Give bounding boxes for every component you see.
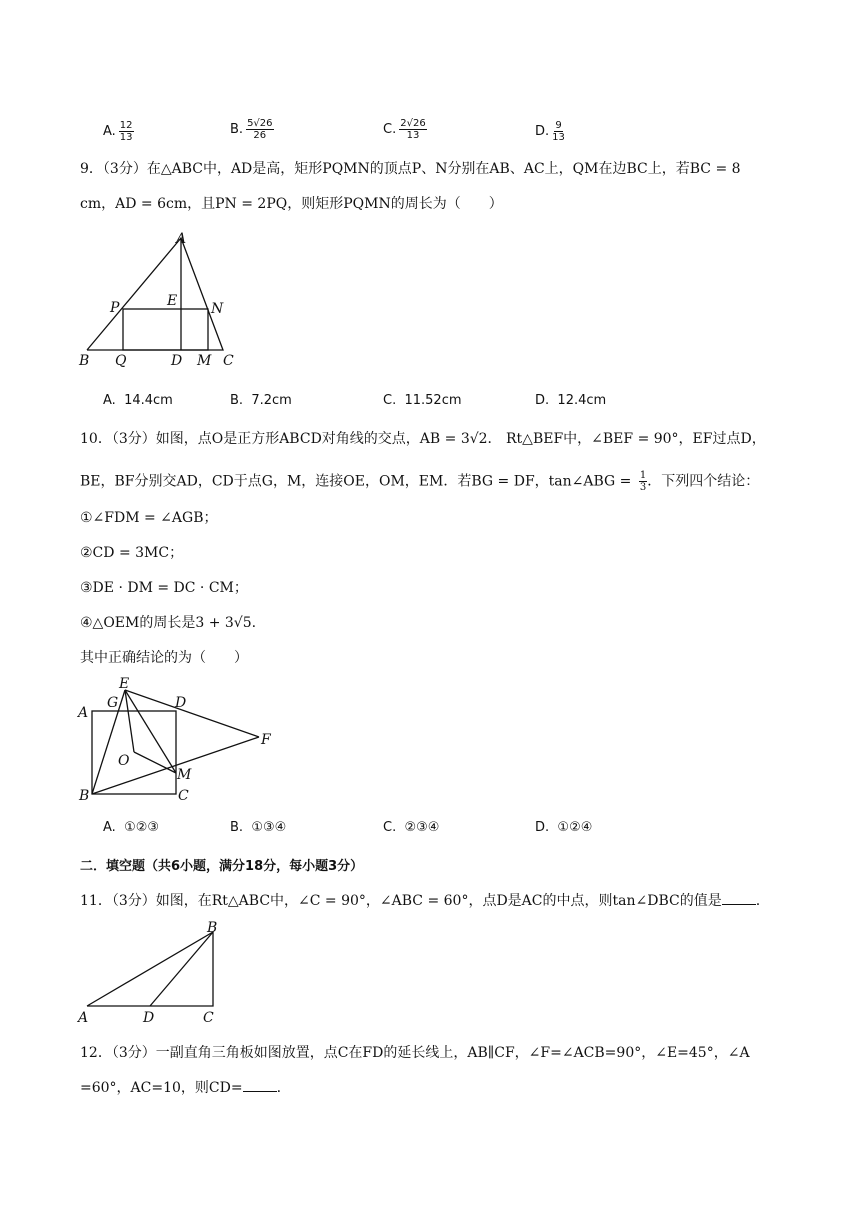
q9-label-m: M [197,353,212,369]
q11-figure [75,918,235,1026]
q10-label-e: E [119,676,130,692]
q8-option-c: C. $\frac{2√26}{13}$ [383,118,426,141]
q10-conclusion-1: ①∠FDM = ∠AGB； [80,510,218,526]
q12-stem-line1: 12．（3分）一副直角三角板如图放置，点C在FD的延长线上，AB∥CF，∠F=∠ACB=90°，∠E=45°，∠A [80,1045,750,1061]
q9-option-d: D. 12.4cm [535,393,607,408]
q10-stem-line2: BE，BF分别交AD，CD于点G，M，连接OE，OM，EM．若BG = DF，tan∠ABG = $\frac{1}{3}$ ．下列四个结论： [80,470,760,493]
q10-option-c: C. ②③④ [383,820,440,835]
q11-answer-blank[interactable] [722,892,756,905]
q10-label-d: D [175,695,187,711]
q12-stem-line2: =60°，AC=10，则CD= . [80,1080,282,1096]
q9-option-a: A. 14.4cm [103,393,173,408]
q9-label-q: Q [115,353,127,369]
q10-stem-line1: 10．（3分）如图，点O是正方形ABCD对角线的交点，AB = 3√2． Rt△BEF中，∠BEF = 90°，EF过点D， [80,431,766,447]
q9-label-e: E [167,293,178,309]
q10-label-c: C [178,788,189,804]
q9-stem-line1: 9．（3分）在△ABC中，AD是高，矩形PQMN的顶点P、N分别在AB、AC上，QM在边BC上，若BC = 8 [80,161,741,177]
q8-option-b: B. $\frac{5√26}{26}$ [230,118,273,141]
q10-label-a: A [78,705,89,721]
q9-label-c: C [223,353,234,369]
q12-answer-blank[interactable] [243,1079,277,1092]
q9-label-d: D [171,353,183,369]
q11-label-b: B [207,920,218,936]
q11-stem: 11．（3分）如图，在Rt△ABC中，∠C = 90°，∠ABC = 60°，点D是AC的中点，则tan∠DBC的值是 . [80,893,761,909]
q10-option-d: D. ①②④ [535,820,593,835]
q10-ask: 其中正确结论的为（ ） [80,650,248,666]
q10-option-a: A. ①②③ [103,820,160,835]
q8-option-d: D. $\frac{9}{13}$ [535,120,565,143]
q10-figure [75,672,285,807]
section-heading: 二．填空题（共6小题，满分18分，每小题3分） [80,859,364,874]
q9-label-p: P [110,300,120,316]
q11-label-d: D [143,1010,155,1026]
q10-label-f: F [261,732,271,748]
q8-option-a: A. $\frac{12}{13}$ [103,120,133,143]
q11-label-c: C [203,1010,214,1026]
q10-label-b: B [79,788,90,804]
q11-label-a: A [78,1010,89,1026]
q10-label-o: O [118,753,130,769]
q9-stem-line2: cm，AD = 6cm，且PN = 2PQ，则矩形PQMN的周长为（ ） [80,196,503,212]
q10-label-m: M [177,767,192,783]
q10-conclusion-2: ②CD = 3MC； [80,545,184,561]
q9-label-a: A [176,231,187,247]
q9-label-n: N [211,301,224,317]
q10-label-g: G [107,695,119,711]
q9-label-b: B [79,353,90,369]
q9-option-c: C. 11.52cm [383,393,462,408]
q9-option-b: B. 7.2cm [230,393,292,408]
q10-conclusion-4: ④△OEM的周长是3 + 3√5. [80,615,257,631]
q10-option-b: B. ①③④ [230,820,287,835]
q10-conclusion-3: ③DE · DM = DC · CM； [80,580,248,596]
q9-figure [75,225,245,370]
